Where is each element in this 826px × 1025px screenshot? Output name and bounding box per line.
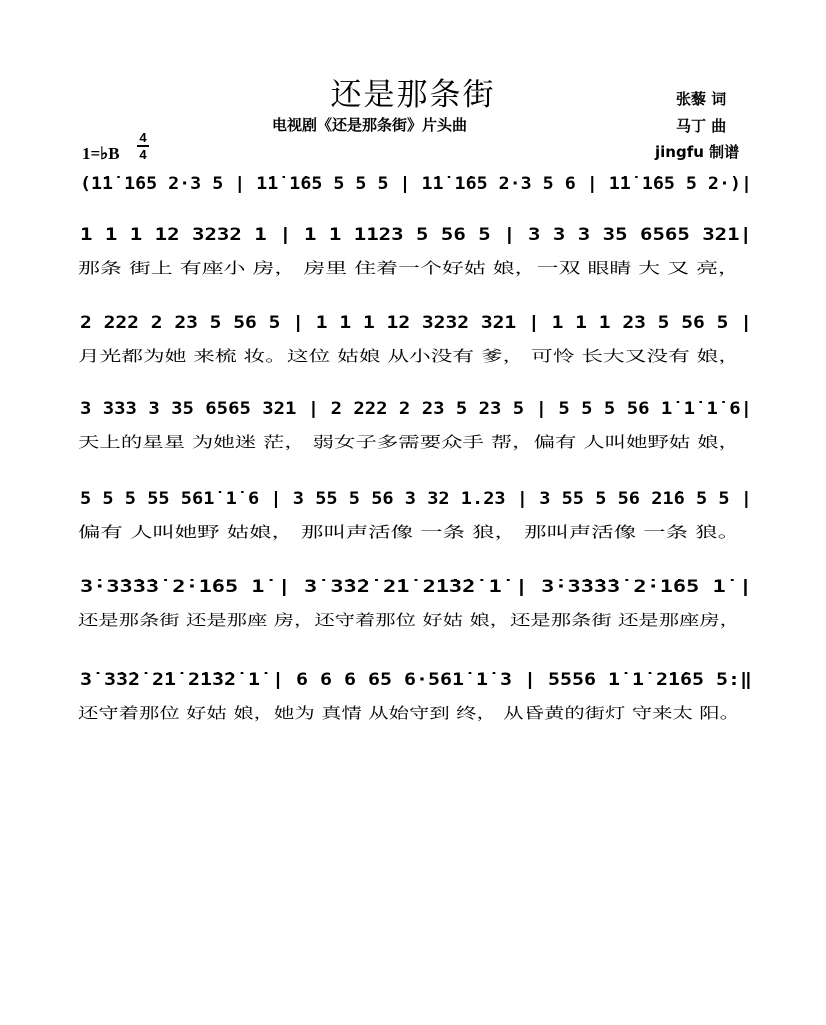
lyricist-credit: 张藜 词 [676, 90, 727, 108]
lyric-line: 偏有 人叫她野 姑娘， 那叫声活像 一条 狼， 那叫声活像 一条 狼。 [78, 523, 740, 541]
notation-line: 3̇·3̇3̇3̇3̇ 2̇·1̇65 1̇ | 3̇ 3̇3̇2̇ 2̇1̇ 2̇1̇3̇2̇ 1̇ | 3̇·3̇3̇3̇3̇ 2̇·1̇65 1̇ | [80, 577, 752, 597]
notation-line: 3̇ 3̇3̇2̇ 2̇1̇ 2̇1̇3̇2̇ 1̇ | 6 6 6 65 6·561̇ 1̇ 3 | 5556 1̇ 1̇ 2̇1̇65 5:‖ [80, 670, 752, 690]
notation-line: 1 1 1 12 3232 1 | 1 1 1123 5 56 5 | 3 3 3 35 6565 321| [80, 225, 752, 245]
lyric-line: 那条 街上 有座小 房， 房里 住着一个好姑 娘，一双 眼睛 大 又 亮， [78, 259, 740, 277]
notation-line: 5 5 5 55 561̇ 1̇ 6 | 3 55 5 56 3 32 1.23 | 3 55 5 56 21̇6 5 5 | [80, 489, 752, 509]
score-layer [78, 174, 752, 722]
notation-line: 3 333 3 35 6565 321 | 2 222 2 23 5 23 5 | 5 5 5 56 1̇ 1̇ 1̇ 6| [80, 399, 752, 419]
lyric-line: 还守着那位 好姑 娘，她为 真情 从始守到 终， 从昏黄的街灯 守来太 阳。 [78, 704, 740, 722]
lyric-line: 月光都为她 来梳 妆。这位 姑娘 从小没有 爹， 可怜 长大又没有 娘， [78, 347, 740, 365]
song-subtitle: 电视剧《还是那条街》片头曲 [272, 116, 468, 134]
lyric-line: 天上的星星 为她迷 茫， 弱女子多需要众手 帮，偏有 人叫她野姑 娘， [78, 433, 740, 451]
song-title: 还是那条街 [330, 77, 496, 113]
notation-line: 2 222 2 23 5 56 5 | 1 1 1 12 3232 321 | 1 1 1 23 5 56 5 | [80, 313, 752, 333]
time-signature-denominator: 4 [139, 146, 147, 162]
key-signature: 1=♭B [82, 144, 120, 163]
time-signature-numerator: 4 [139, 130, 147, 145]
composer-credit: 马丁 曲 [676, 117, 727, 135]
arranger-credit: jingfu 制谱 [655, 143, 740, 161]
notation-line: (1̇1̇ 1̇65 2·3 5 | 1̇1̇ 1̇65 5 5 5 | 1̇1̇ 1̇65 2·3 5 6 | 1̇1̇ 1̇65 5 2·)| [80, 174, 752, 194]
lyric-line: 还是那条街 还是那座 房，还守着那位 好姑 娘，还是那条街 还是那座房， [78, 611, 740, 629]
